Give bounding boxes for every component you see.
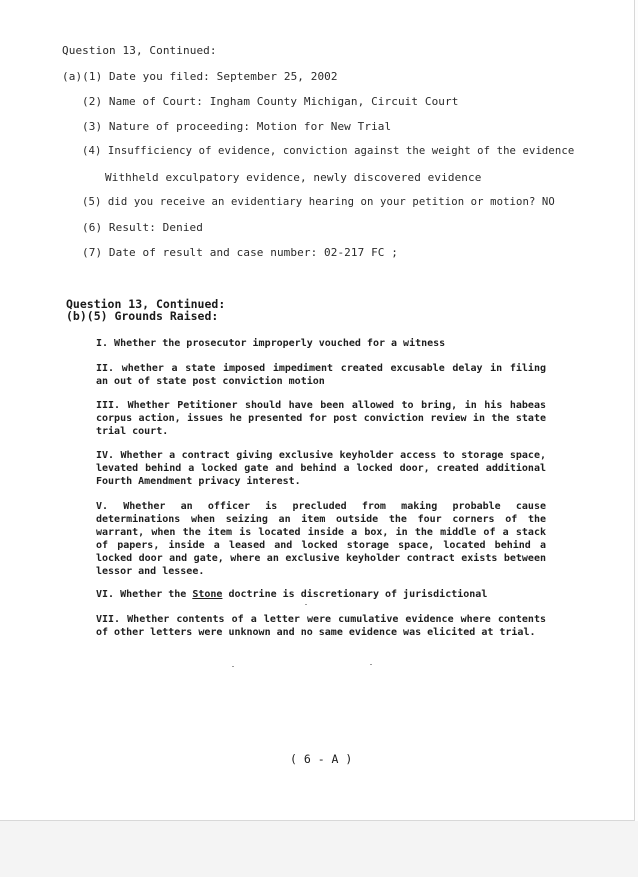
ground-5: V. Whether an officer is precluded from making probable cause determinations when seizing an item outside the four corners of the warrant, when the item is located inside a box, in the middle of a stack of papers, inside a leased and locked storage space, located behind a locked door and gate, where an exclusive keyholder contract exists between lessor and lessee. xyxy=(96,501,546,577)
scan-background xyxy=(0,821,638,877)
section2-subheading: (b)(5) Grounds Raised: xyxy=(66,309,219,323)
ground-6-text-start: VI. Whether the xyxy=(96,589,193,600)
item-4-grounds: (4) Insufficiency of evidence, conviction against the weight of the evidence xyxy=(82,145,575,157)
item-4-grounds-continued: Withheld exculpatory evidence, newly discovered evidence xyxy=(105,171,482,184)
item-2-court-name: (2) Name of Court: Ingham County Michigan, Circuit Court xyxy=(82,95,459,108)
ground-1: I. Whether the prosecutor improperly vouched for a witness xyxy=(96,338,446,349)
ground-7: VII. Whether contents of a letter were cumulative evidence where contents of other letters were unknown and no same evidence was elicited at trial. xyxy=(96,614,546,638)
scan-speck xyxy=(305,604,307,605)
item-3-nature-of-proceeding: (3) Nature of proceeding: Motion for New Trial xyxy=(82,120,392,133)
ground-3: III. Whether Petitioner should have been allowed to bring, in his habeas corpus action, issues he presented for post conviction review in the state trial court. xyxy=(96,400,546,437)
section1-heading: Question 13, Continued: xyxy=(62,44,217,57)
item-7-date-and-case-number: (7) Date of result and case number: 02-217 FC ; xyxy=(82,246,398,259)
ground-6-text-end: doctrine is discretionary of jurisdictional xyxy=(222,589,488,600)
scan-speck xyxy=(370,664,372,665)
ground-4: IV. Whether a contract giving exclusive keyholder access to storage space, levated behind a locked gate and behind a locked door, created additional Fourth Amendment privacy interest. xyxy=(96,450,546,487)
ground-6-case-name: Stone xyxy=(192,589,223,600)
scan-speck xyxy=(232,666,234,667)
ground-6 xyxy=(96,588,546,601)
page-number: ( 6 - A ) xyxy=(290,752,353,766)
item-5-evidentiary-hearing: (5) did you receive an evidentiary hearing on your petition or motion? NO xyxy=(82,196,555,208)
item-a1-date-filed: (a)(1) Date you filed: September 25, 2002 xyxy=(62,70,338,83)
ground-2: II. whether a state imposed impediment created excusable delay in filing an out of state post conviction motion xyxy=(96,363,546,387)
item-6-result: (6) Result: Denied xyxy=(82,221,204,234)
section2-heading: Question 13, Continued: xyxy=(66,297,226,311)
